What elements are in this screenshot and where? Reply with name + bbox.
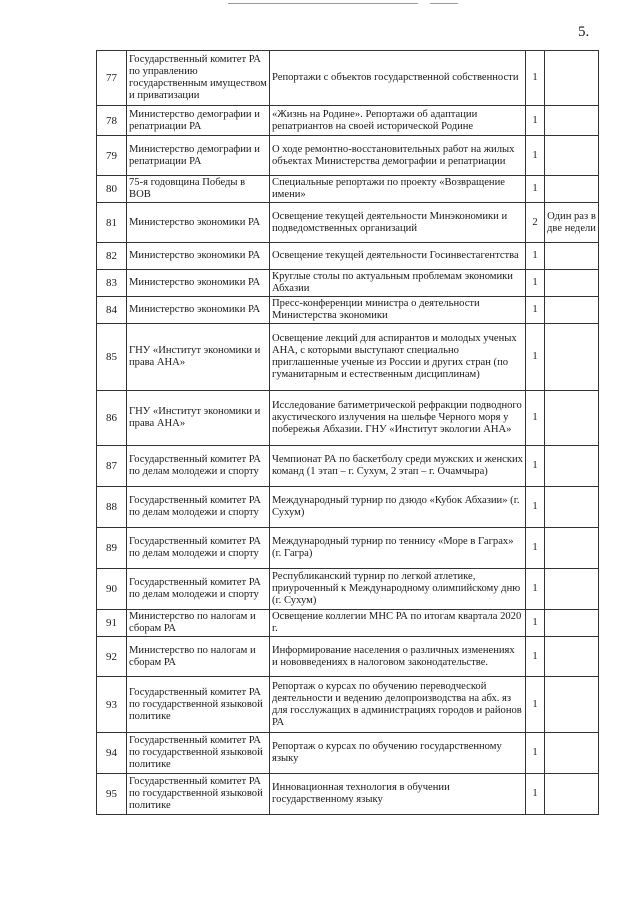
topic-cell: Освещение лекций для аспирантов и молодых ученых АНА, с которыми выступают специально приглашенные ученые из России и других стран (по гуманитарным и естественным дисциплинам) xyxy=(270,324,526,391)
table-row xyxy=(97,637,599,677)
quantity-cell: 1 xyxy=(526,637,545,677)
quantity-cell: 1 xyxy=(526,774,545,815)
table-row xyxy=(97,106,599,136)
row-number: 80 xyxy=(97,176,127,203)
table-row xyxy=(97,610,599,637)
topic-cell: Пресс-конференции министра о деятельности Министерства экономики xyxy=(270,297,526,324)
row-number: 82 xyxy=(97,243,127,270)
row-number: 78 xyxy=(97,106,127,136)
table-row xyxy=(97,324,599,391)
topic-cell: Международный турнир по теннису «Море в Гаграх» (г. Гагра) xyxy=(270,528,526,569)
table-row xyxy=(97,270,599,297)
organization-cell: Государственный комитет РА по государственной языковой политике xyxy=(127,774,270,815)
note-cell xyxy=(545,610,599,637)
header-rule xyxy=(228,3,418,4)
note-cell xyxy=(545,528,599,569)
quantity-cell: 1 xyxy=(526,487,545,528)
topic-cell: Международный турнир по дзюдо «Кубок Абхазии» (г. Сухум) xyxy=(270,487,526,528)
page-number: 5. xyxy=(578,24,590,40)
row-number: 89 xyxy=(97,528,127,569)
quantity-cell: 1 xyxy=(526,297,545,324)
note-cell xyxy=(545,243,599,270)
table-row xyxy=(97,297,599,324)
organization-cell: Государственный комитет РА по государственной языковой политике xyxy=(127,733,270,774)
topic-cell: Освещение текущей деятельности Госинвестагентства xyxy=(270,243,526,270)
quantity-cell: 1 xyxy=(526,176,545,203)
topic-cell: Исследование батиметрической рефракции подводного акустического излучения на шельфе Черного моря у побережья Абхазии. ГНУ «Институт экологии АНА» xyxy=(270,391,526,446)
organization-cell: Министерство экономики РА xyxy=(127,203,270,243)
topic-cell: Информирование населения о различных изменениях и нововведениях в налоговом законодательстве. xyxy=(270,637,526,677)
quantity-cell: 1 xyxy=(526,528,545,569)
topic-cell: Чемпионат РА по баскетболу среди мужских и женских команд (1 этап – г. Сухум, 2 этап – г. Очамчыра) xyxy=(270,446,526,487)
quantity-cell: 1 xyxy=(526,106,545,136)
row-number: 88 xyxy=(97,487,127,528)
organization-cell: Министерство экономики РА xyxy=(127,270,270,297)
row-number: 95 xyxy=(97,774,127,815)
topic-cell: Освещение текущей деятельности Минэкономики и подведомственных организаций xyxy=(270,203,526,243)
note-cell xyxy=(545,487,599,528)
quantity-cell: 1 xyxy=(526,733,545,774)
table-row xyxy=(97,487,599,528)
organization-cell: Государственный комитет РА по делам молодежи и спорту xyxy=(127,446,270,487)
row-number: 79 xyxy=(97,136,127,176)
note-cell xyxy=(545,136,599,176)
table-row xyxy=(97,51,599,106)
row-number: 86 xyxy=(97,391,127,446)
quantity-cell: 1 xyxy=(526,270,545,297)
topic-cell: Круглые столы по актуальным проблемам экономики Абхазии xyxy=(270,270,526,297)
row-number: 84 xyxy=(97,297,127,324)
organization-cell: Министерство по налогам и сборам РА xyxy=(127,637,270,677)
note-cell xyxy=(545,391,599,446)
quantity-cell: 1 xyxy=(526,324,545,391)
organization-cell: Государственный комитет РА по делам молодежи и спорту xyxy=(127,528,270,569)
organization-cell: Министерство демографии и репатриации РА xyxy=(127,106,270,136)
topic-cell: Инновационная технология в обучении государственному языку xyxy=(270,774,526,815)
quantity-cell: 1 xyxy=(526,243,545,270)
note-cell xyxy=(545,569,599,610)
row-number: 87 xyxy=(97,446,127,487)
row-number: 77 xyxy=(97,51,127,106)
topic-cell: Специальные репортажи по проекту «Возвращение имени» xyxy=(270,176,526,203)
table-row xyxy=(97,203,599,243)
organization-cell: 75-я годовщина Победы в ВОВ xyxy=(127,176,270,203)
note-cell: Один раз в две недели xyxy=(545,203,599,243)
table-row xyxy=(97,569,599,610)
topic-cell: Репортаж о курсах по обучению переводческой деятельности и ведению делопроизводства на абх. яз для госслужащих в администрациях городов и районов РА xyxy=(270,677,526,733)
note-cell xyxy=(545,733,599,774)
organization-cell: Государственный комитет РА по государственной языковой политике xyxy=(127,677,270,733)
row-number: 94 xyxy=(97,733,127,774)
quantity-cell: 1 xyxy=(526,569,545,610)
organization-cell: Министерство экономики РА xyxy=(127,243,270,270)
note-cell xyxy=(545,637,599,677)
table-row xyxy=(97,677,599,733)
table-row xyxy=(97,774,599,815)
table-row xyxy=(97,391,599,446)
organization-cell: ГНУ «Институт экономики и права АНА» xyxy=(127,391,270,446)
organization-cell: Министерство по налогам и сборам РА xyxy=(127,610,270,637)
quantity-cell: 2 xyxy=(526,203,545,243)
row-number: 93 xyxy=(97,677,127,733)
quantity-cell: 1 xyxy=(526,136,545,176)
row-number: 81 xyxy=(97,203,127,243)
note-cell xyxy=(545,446,599,487)
quantity-cell: 1 xyxy=(526,51,545,106)
quantity-cell: 1 xyxy=(526,677,545,733)
quantity-cell: 1 xyxy=(526,391,545,446)
topic-cell: Репортаж о курсах по обучению государственному языку xyxy=(270,733,526,774)
organization-cell: Государственный комитет РА по управлению государственным имуществом и приватизации xyxy=(127,51,270,106)
row-number: 92 xyxy=(97,637,127,677)
topic-cell: Репортажи с объектов государственной собственности xyxy=(270,51,526,106)
topic-cell: О ходе ремонтно-восстановительных работ на жилых объектах Министерства демографии и репатриации xyxy=(270,136,526,176)
organization-cell: Государственный комитет РА по делам молодежи и спорту xyxy=(127,569,270,610)
note-cell xyxy=(545,51,599,106)
table-row xyxy=(97,136,599,176)
topic-cell: Республиканский турнир по легкой атлетике, приуроченный к Международному олимпийскому дню (г. Сухум) xyxy=(270,569,526,610)
note-cell xyxy=(545,324,599,391)
row-number: 90 xyxy=(97,569,127,610)
organization-cell: Государственный комитет РА по делам молодежи и спорту xyxy=(127,487,270,528)
note-cell xyxy=(545,270,599,297)
organization-cell: ГНУ «Институт экономики и права АНА» xyxy=(127,324,270,391)
header-rule-short xyxy=(430,3,458,4)
table-row xyxy=(97,243,599,270)
note-cell xyxy=(545,106,599,136)
table-row xyxy=(97,528,599,569)
row-number: 83 xyxy=(97,270,127,297)
quantity-cell: 1 xyxy=(526,446,545,487)
note-cell xyxy=(545,774,599,815)
table-row xyxy=(97,446,599,487)
note-cell xyxy=(545,297,599,324)
broadcast-plan-table xyxy=(96,50,599,815)
row-number: 85 xyxy=(97,324,127,391)
topic-cell: «Жизнь на Родине». Репортажи об адаптации репатриантов на своей исторической Родине xyxy=(270,106,526,136)
note-cell xyxy=(545,677,599,733)
table-row xyxy=(97,176,599,203)
table-row xyxy=(97,733,599,774)
organization-cell: Министерство экономики РА xyxy=(127,297,270,324)
row-number: 91 xyxy=(97,610,127,637)
note-cell xyxy=(545,176,599,203)
topic-cell: Освещение коллегии МНС РА по итогам квартала 2020 г. xyxy=(270,610,526,637)
organization-cell: Министерство демографии и репатриации РА xyxy=(127,136,270,176)
quantity-cell: 1 xyxy=(526,610,545,637)
